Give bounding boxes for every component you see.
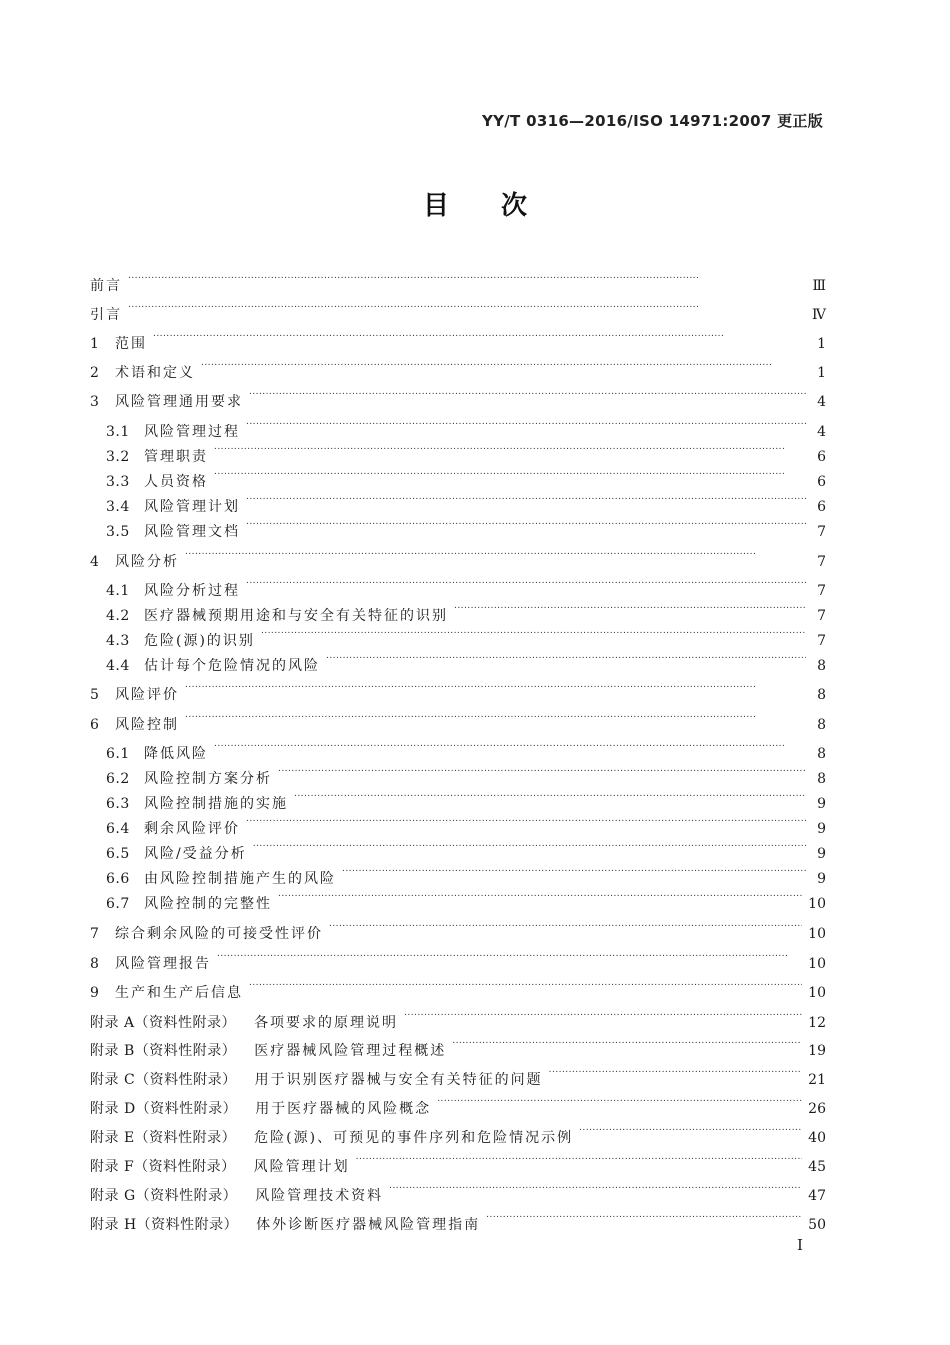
standard-number: YY/T 0316—2016/ISO 14971:2007 更正版 — [481, 112, 823, 130]
toc-entry-label: 医疗器械风险管理过程概述 — [254, 1043, 447, 1059]
toc-entry-label: 风险管理计划 — [144, 499, 240, 515]
toc-entry-label: 风险分析 — [115, 554, 179, 570]
toc-entry-label: 各项要求的原理说明 — [254, 1015, 399, 1031]
toc-entry[interactable] — [90, 884, 826, 912]
toc-entry-number: 5 — [90, 687, 100, 703]
toc-entry-page: 10 — [808, 926, 826, 942]
toc-entry[interactable] — [90, 596, 826, 624]
page-title: 目次 — [422, 191, 579, 221]
toc-dot-leader — [454, 596, 806, 620]
toc-entry-page: 9 — [817, 871, 826, 887]
toc-entry-label: 引言 — [90, 307, 122, 323]
page-folio: I — [797, 1236, 803, 1254]
toc-entry-number: 9 — [90, 985, 100, 1001]
toc-dot-leader — [214, 734, 806, 758]
toc-entry-page: 8 — [817, 658, 826, 674]
toc-entry-page: 8 — [817, 746, 826, 762]
toc-entry-label: 管理职责 — [144, 449, 208, 465]
toc-dot-leader — [249, 973, 802, 997]
toc-entry-page: 7 — [817, 583, 826, 599]
toc-entry-label: 风险控制 — [115, 717, 179, 733]
toc-entry-page: 1 — [817, 336, 826, 352]
toc-entry-number: 6.2 — [106, 771, 130, 787]
toc-dot-leader — [185, 542, 806, 566]
toc-entry[interactable] — [90, 382, 826, 410]
toc-dot-leader — [356, 1147, 803, 1171]
toc-entry-label: 术语和定义 — [115, 365, 195, 381]
toc-entry-label: 危险(源)、可预见的事件序列和危险情况示例 — [254, 1130, 574, 1146]
toc-entry[interactable] — [90, 734, 826, 762]
toc-entry-page: 8 — [817, 687, 826, 703]
toc-entry[interactable] — [90, 324, 826, 352]
toc-entry-number: 附录 A（资料性附录） — [90, 1015, 237, 1031]
toc-entry-page: 50 — [808, 1217, 826, 1233]
toc-entry-number: 7 — [90, 926, 100, 942]
toc-entry-number: 附录 D（资料性附录） — [90, 1101, 238, 1117]
toc-dot-leader — [278, 884, 802, 908]
toc-entry-label: 风险评价 — [115, 687, 179, 703]
toc-dot-leader — [214, 437, 806, 461]
toc-entry-label: 风险控制的完整性 — [144, 896, 272, 912]
toc-entry-page: 4 — [817, 424, 826, 440]
toc-entry-number: 3.1 — [106, 424, 130, 440]
toc-entry-page: 7 — [817, 554, 826, 570]
toc-entry-page: 9 — [817, 846, 826, 862]
toc-dot-leader — [253, 834, 806, 858]
toc-entry-number: 1 — [90, 336, 100, 352]
toc-entry-page: 7 — [817, 608, 826, 624]
toc-entry-number: 附录 E（资料性附录） — [90, 1130, 237, 1146]
toc-entry-page: 26 — [808, 1101, 826, 1117]
toc-entry-number: 8 — [90, 956, 100, 972]
toc-entry[interactable] — [90, 784, 826, 812]
toc-dot-leader — [214, 462, 806, 486]
toc-dot-leader — [185, 675, 806, 699]
toc-entry-page: 1 — [817, 365, 826, 381]
toc-entry-number: 4.4 — [106, 658, 130, 674]
toc-entry-page: 10 — [808, 896, 826, 912]
toc-entry-page: 6 — [817, 449, 826, 465]
toc-entry[interactable] — [90, 646, 826, 674]
toc-entry-label: 估计每个危险情况的风险 — [144, 658, 320, 674]
toc-dot-leader — [185, 705, 806, 729]
toc-dot-leader — [452, 1031, 802, 1055]
toc-entry-number: 3.3 — [106, 474, 130, 490]
toc-entry-label: 范围 — [115, 336, 147, 352]
toc-entry-number: 附录 F（资料性附录） — [90, 1159, 236, 1175]
toc-entry[interactable] — [90, 295, 826, 323]
toc-entry-number: 4.2 — [106, 608, 130, 624]
toc-dot-leader — [486, 1205, 802, 1229]
toc-entry[interactable] — [90, 973, 826, 1001]
toc-entry[interactable] — [90, 412, 826, 440]
toc-entry-number: 6.4 — [106, 821, 130, 837]
toc-entry[interactable] — [90, 834, 826, 862]
toc-entry-label: 风险管理计划 — [253, 1159, 350, 1175]
toc-entry-label: 风险控制方案分析 — [144, 771, 272, 787]
toc-entry[interactable] — [90, 1031, 826, 1059]
toc-entry[interactable] — [90, 487, 826, 515]
toc-dot-leader — [549, 1060, 803, 1084]
toc-entry-number: 6 — [90, 717, 100, 733]
toc-entry-number: 4 — [90, 554, 100, 570]
toc-dot-leader — [326, 646, 806, 670]
toc-entry-page: 40 — [808, 1130, 826, 1146]
toc-entry-page: 21 — [808, 1072, 826, 1088]
toc-entry-page: 10 — [808, 985, 826, 1001]
toc-dot-leader — [246, 512, 806, 536]
toc-entry-label: 医疗器械预期用途和与安全有关特征的识别 — [144, 608, 448, 624]
toc-entry[interactable] — [90, 759, 826, 787]
toc-entry[interactable] — [90, 1205, 826, 1233]
toc-entry[interactable] — [90, 1060, 826, 1088]
toc-entry-label: 综合剩余风险的可接受性评价 — [115, 926, 323, 942]
toc-entry-number: 附录 C（资料性附录） — [90, 1072, 237, 1088]
toc-entry-number: 3.2 — [106, 449, 130, 465]
toc-entry-label: 生产和生产后信息 — [115, 985, 243, 1001]
toc-dot-leader — [329, 914, 802, 938]
toc-entry-number: 6.5 — [106, 846, 130, 862]
toc-dot-leader — [437, 1089, 802, 1113]
toc-entry-number: 6.1 — [106, 746, 130, 762]
toc-entry[interactable] — [90, 1003, 826, 1031]
toc-entry[interactable] — [90, 437, 826, 465]
toc-dot-leader — [128, 295, 806, 319]
toc-entry-page: 8 — [817, 771, 826, 787]
toc-entry-label: 风险管理技术资料 — [255, 1188, 384, 1204]
toc-entry-page: 9 — [817, 821, 826, 837]
toc-entry[interactable] — [90, 266, 826, 294]
toc-entry-label: 降低风险 — [144, 746, 208, 762]
toc-entry-label: 由风险控制措施产生的风险 — [144, 871, 336, 887]
toc-entry[interactable] — [90, 1176, 826, 1204]
toc-entry-page: 10 — [808, 956, 826, 972]
toc-entry-page: 7 — [817, 633, 826, 649]
toc-entry-number: 3.5 — [106, 524, 130, 540]
toc-entry-number: 6.6 — [106, 871, 130, 887]
toc-entry-page: 12 — [808, 1015, 826, 1031]
toc-entry-page: Ⅲ — [812, 278, 826, 294]
toc-entry-number: 4.1 — [106, 583, 130, 599]
toc-entry-label: 危险(源)的识别 — [144, 633, 255, 649]
toc-entry[interactable] — [90, 542, 826, 570]
toc-entry-page: 47 — [808, 1188, 826, 1204]
toc-entry[interactable] — [90, 1089, 826, 1117]
toc-entry[interactable] — [90, 675, 826, 703]
toc-entry-number: 附录 G（资料性附录） — [90, 1188, 238, 1204]
toc-entry[interactable] — [90, 462, 826, 490]
toc-entry[interactable] — [90, 353, 826, 381]
toc-entry[interactable] — [90, 512, 826, 540]
toc-dot-leader — [246, 412, 806, 436]
toc-dot-leader — [261, 621, 806, 645]
toc-dot-leader — [404, 1003, 802, 1027]
toc-dot-leader — [246, 809, 806, 833]
toc-entry-page: 45 — [808, 1159, 826, 1175]
toc-dot-leader — [246, 487, 806, 511]
toc-entry-label: 风险管理报告 — [115, 956, 211, 972]
toc-entry-label: 风险管理过程 — [144, 424, 240, 440]
toc-entry-page: 6 — [817, 499, 826, 515]
toc-entry-page: 8 — [817, 717, 826, 733]
toc-entry-page: 19 — [808, 1043, 826, 1059]
toc-entry[interactable] — [90, 944, 826, 972]
toc-entry-number: 2 — [90, 365, 100, 381]
toc-entry-page: 6 — [817, 474, 826, 490]
toc-entry-number: 附录 H（资料性附录） — [90, 1217, 239, 1233]
toc-dot-leader — [153, 324, 806, 348]
toc-dot-leader — [342, 859, 806, 883]
toc-entry[interactable] — [90, 1118, 826, 1146]
toc-entry-page: 4 — [817, 394, 826, 410]
toc-entry-page: 7 — [817, 524, 826, 540]
toc-entry-label: 风险管理通用要求 — [115, 394, 243, 410]
toc-entry[interactable] — [90, 705, 826, 733]
toc-entry-label: 风险分析过程 — [144, 583, 240, 599]
toc-entry-number: 4.3 — [106, 633, 130, 649]
toc-dot-leader — [128, 266, 806, 290]
toc-dot-leader — [294, 784, 806, 808]
toc-entry-label: 用于识别医疗器械与安全有关特征的问题 — [254, 1072, 543, 1088]
toc-entry[interactable] — [90, 1147, 826, 1175]
toc-entry-label: 剩余风险评价 — [144, 821, 240, 837]
toc-entry-page: Ⅳ — [812, 307, 826, 323]
toc-entry[interactable] — [90, 621, 826, 649]
toc-entry-label: 用于医疗器械的风险概念 — [255, 1101, 432, 1117]
toc-dot-leader — [579, 1118, 802, 1142]
toc-entry-number: 3 — [90, 394, 100, 410]
toc-entry-number: 6.3 — [106, 796, 130, 812]
toc-entry-number: 附录 B（资料性附录） — [90, 1043, 237, 1059]
toc-entry-label: 风险/受益分析 — [144, 846, 247, 862]
toc-dot-leader — [278, 759, 806, 783]
toc-dot-leader — [249, 382, 806, 406]
toc-entry-page: 9 — [817, 796, 826, 812]
toc-entry-label: 风险控制措施的实施 — [144, 796, 288, 812]
toc-dot-leader — [246, 571, 806, 595]
toc-dot-leader — [217, 944, 802, 968]
toc-entry-label: 人员资格 — [144, 474, 208, 490]
toc-dot-leader — [201, 353, 806, 377]
toc-entry-label: 风险管理文档 — [144, 524, 240, 540]
toc-entry-number: 6.7 — [106, 896, 130, 912]
toc-entry-label: 体外诊断医疗器械风险管理指南 — [256, 1217, 481, 1233]
toc-entry[interactable] — [90, 571, 826, 599]
toc-entry[interactable] — [90, 809, 826, 837]
toc-entry-number: 3.4 — [106, 499, 130, 515]
toc-entry[interactable] — [90, 914, 826, 942]
toc-entry-label: 前言 — [90, 278, 122, 294]
toc-dot-leader — [389, 1176, 802, 1200]
toc-entry[interactable] — [90, 859, 826, 887]
